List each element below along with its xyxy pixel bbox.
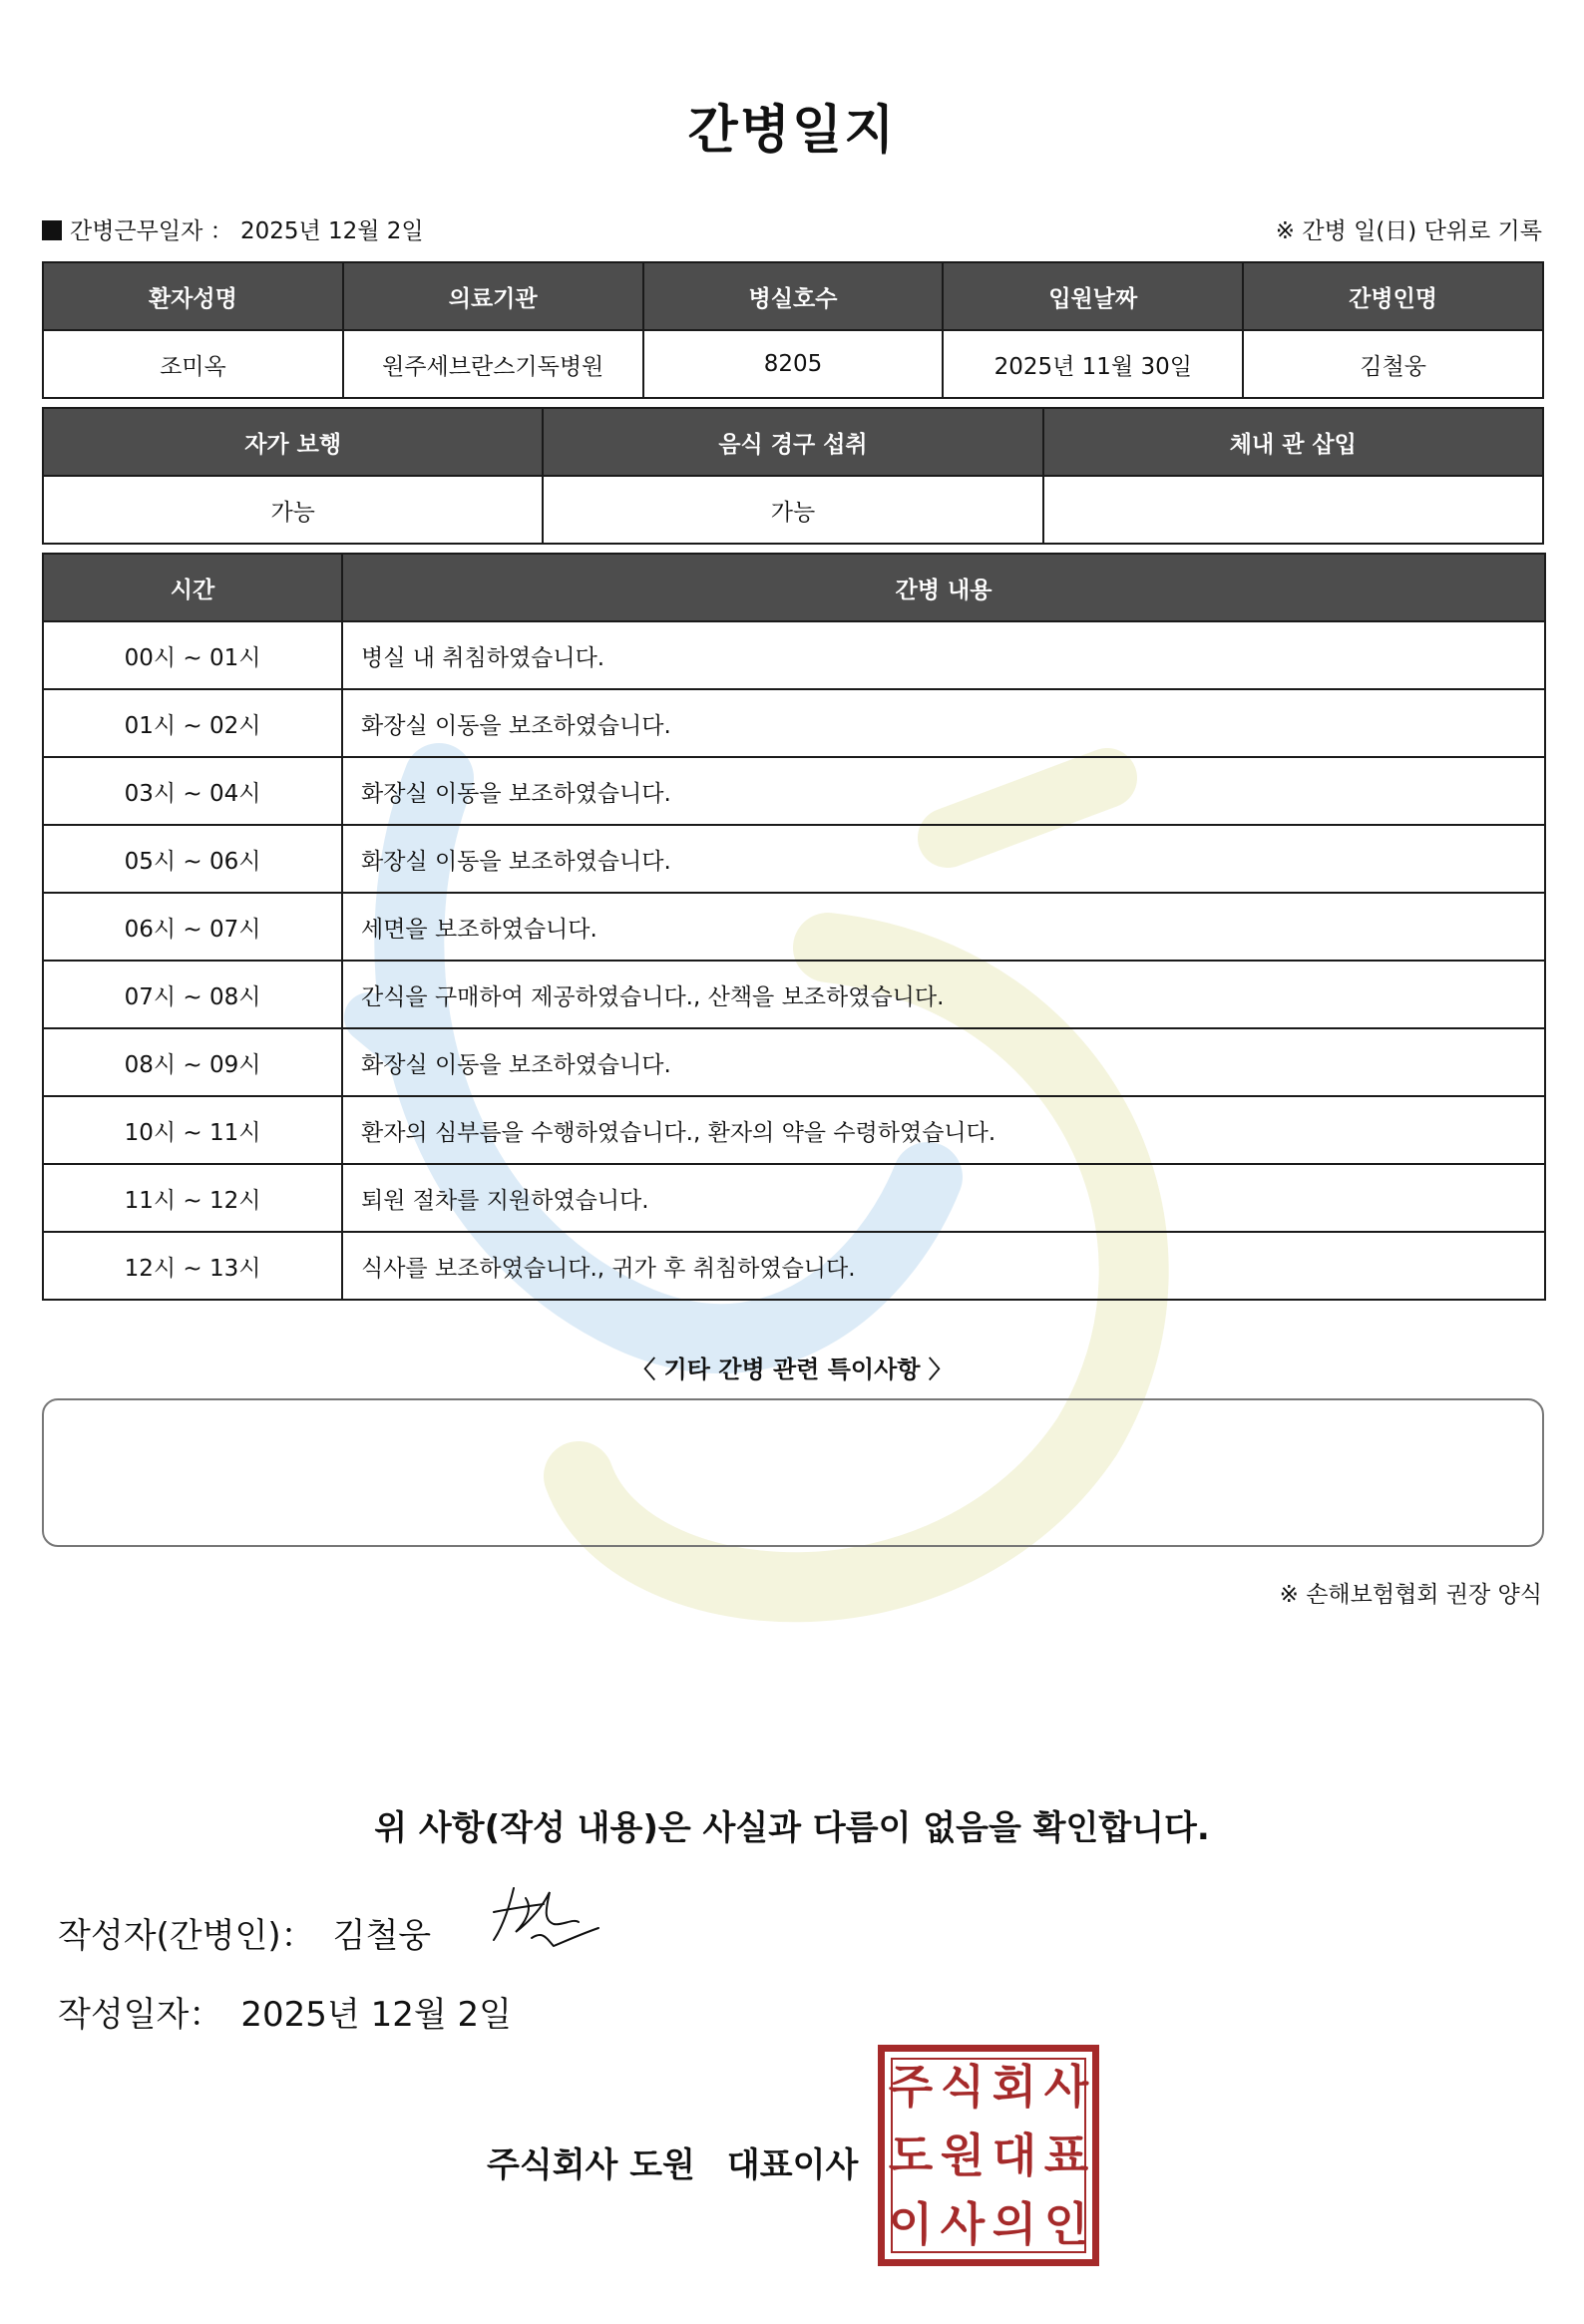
log-time: 05시 ~ 06시 (43, 825, 342, 893)
patient-value-row (43, 330, 1543, 398)
seal-char: 표 (1043, 2128, 1089, 2182)
company-seal (878, 2045, 1099, 2266)
square-bullet-icon (42, 220, 62, 240)
log-content: 화장실 이동을 보조하였습니다. (342, 825, 1545, 893)
header-care-content: 간병 내용 (342, 554, 1545, 621)
company-name: 주식회사 도원 (487, 2145, 695, 2185)
form-note: ※ 손해보험협회 권장 양식 (1279, 1582, 1542, 1608)
table-row (43, 1232, 1545, 1300)
work-date-value: 2025년 12월 2일 (239, 218, 424, 244)
header-tube-insertion: 체내 관 삽입 (1043, 408, 1543, 476)
log-content: 세면을 보조하였습니다. (342, 893, 1545, 961)
header-caregiver-name: 간병인명 (1243, 262, 1543, 330)
hospital-name: 원주세브란스기독병원 (343, 330, 643, 398)
log-time: 00시 ~ 01시 (43, 621, 342, 689)
log-content: 환자의 심부름을 수행하였습니다., 환자의 약을 수령하였습니다. (342, 1096, 1545, 1164)
admission-date: 2025년 11월 30일 (943, 330, 1243, 398)
work-date-line (42, 212, 424, 245)
seal-char: 회 (991, 2059, 1037, 2114)
log-time: 10시 ~ 11시 (43, 1096, 342, 1164)
log-time: 07시 ~ 08시 (43, 961, 342, 1028)
company-line (487, 2137, 858, 2186)
written-date-label: 작성일자： (58, 1995, 223, 2035)
header-hospital: 의료기관 (343, 262, 643, 330)
table-row (43, 893, 1545, 961)
care-log-table (42, 553, 1546, 1301)
table-row (43, 961, 1545, 1028)
log-content: 간식을 구매하여 제공하였습니다., 산책을 보조하였습니다. (342, 961, 1545, 1028)
table-row (43, 1028, 1545, 1096)
work-date-label: 간병근무일자 ： (70, 218, 233, 244)
confirmation-statement: 위 사항(작성 내용)은 사실과 다름이 없음을 확인합니다. (374, 1808, 1210, 1848)
log-content: 화장실 이동을 보조하였습니다. (342, 1028, 1545, 1096)
seal-char: 의 (991, 2197, 1037, 2252)
signer-name: 김철웅 (332, 1916, 432, 1956)
seal-char: 대 (991, 2128, 1037, 2182)
patient-status-table (42, 407, 1544, 545)
patient-name: 조미옥 (43, 330, 343, 398)
header-patient-name: 환자성명 (43, 262, 343, 330)
self-walking-value: 가능 (43, 476, 543, 544)
table-row (43, 757, 1545, 825)
header-oral-intake: 음식 경구 섭취 (543, 408, 1042, 476)
company-role: 대표이사 (726, 2145, 859, 2185)
seal-char: 이 (888, 2197, 934, 2252)
signature-image (484, 1880, 608, 1958)
log-content: 식사를 보조하였습니다., 귀가 후 취침하였습니다. (342, 1232, 1545, 1300)
patient-info-table (42, 261, 1544, 399)
unit-note: ※ 간병 일(日) 단위로 기록 (1275, 218, 1542, 244)
seal-char: 주 (888, 2059, 934, 2114)
log-time: 03시 ~ 04시 (43, 757, 342, 825)
patient-header-row (43, 262, 1543, 330)
written-date-value: 2025년 12월 2일 (240, 1995, 512, 2035)
status-header-row (43, 408, 1543, 476)
notes-title: 〈 기타 간병 관련 특이사항 〉 (631, 1356, 953, 1383)
signer-label: 작성자(간병인)： (58, 1916, 315, 1956)
header-self-walking: 자가 보행 (43, 408, 543, 476)
log-time: 01시 ~ 02시 (43, 689, 342, 757)
header-room-number: 병실호수 (643, 262, 944, 330)
log-time: 12시 ~ 13시 (43, 1232, 342, 1300)
table-row (43, 621, 1545, 689)
seal-characters (885, 2052, 1092, 2259)
header-time: 시간 (43, 554, 342, 621)
log-time: 06시 ~ 07시 (43, 893, 342, 961)
seal-char: 인 (1043, 2197, 1089, 2252)
oral-intake-value: 가능 (543, 476, 1042, 544)
status-value-row (43, 476, 1543, 544)
log-content: 화장실 이동을 보조하였습니다. (342, 689, 1545, 757)
room-number: 8205 (643, 330, 944, 398)
log-content: 화장실 이동을 보조하였습니다. (342, 757, 1545, 825)
seal-char: 원 (940, 2128, 986, 2182)
caregiver-name: 김철웅 (1243, 330, 1543, 398)
seal-char: 사 (940, 2197, 986, 2252)
table-row (43, 1164, 1545, 1232)
signer-line (58, 1908, 431, 1957)
log-content: 퇴원 절차를 지원하였습니다. (342, 1164, 1545, 1232)
document-title: 간병일지 (687, 101, 897, 161)
log-time: 11시 ~ 12시 (43, 1164, 342, 1232)
table-row (43, 689, 1545, 757)
log-content: 병실 내 취침하였습니다. (342, 621, 1545, 689)
log-header-row (43, 554, 1545, 621)
header-admission-date: 입원날짜 (943, 262, 1243, 330)
notes-box (42, 1398, 1544, 1547)
seal-char: 도 (888, 2128, 934, 2182)
table-row (43, 825, 1545, 893)
seal-char: 사 (1043, 2059, 1089, 2114)
written-date-line (58, 1987, 512, 2036)
log-time: 08시 ~ 09시 (43, 1028, 342, 1096)
seal-char: 식 (940, 2059, 986, 2114)
table-row (43, 1096, 1545, 1164)
tube-insertion-value (1043, 476, 1543, 544)
